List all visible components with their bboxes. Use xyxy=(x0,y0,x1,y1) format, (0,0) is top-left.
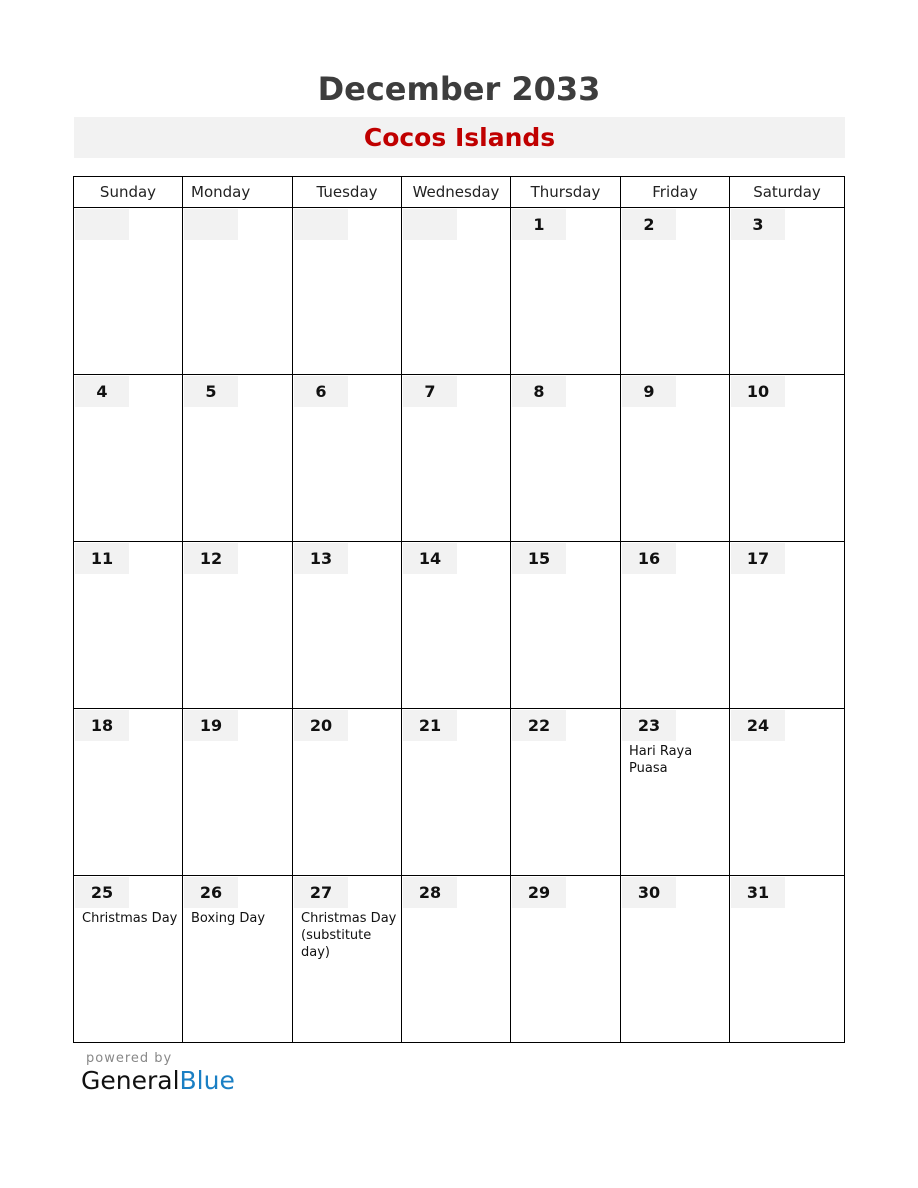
date-badge xyxy=(622,209,676,240)
date-number: 8 xyxy=(533,382,545,401)
day-cell xyxy=(730,375,845,542)
date-number: 19 xyxy=(199,716,223,735)
date-badge xyxy=(294,209,348,240)
date-badge xyxy=(294,877,348,908)
date-number: 17 xyxy=(746,549,770,568)
day-cell xyxy=(293,208,402,375)
day-cell xyxy=(730,709,845,876)
powered-by-label: powered by xyxy=(86,1051,173,1066)
date-number: 7 xyxy=(424,382,436,401)
date-number: 15 xyxy=(527,549,551,568)
date-badge xyxy=(512,877,566,908)
date-badge xyxy=(731,543,785,574)
day-cell xyxy=(293,876,402,1043)
date-number: 29 xyxy=(527,883,551,902)
date-badge xyxy=(75,209,129,240)
date-number: 23 xyxy=(637,716,661,735)
weekday-header-saturday: Saturday xyxy=(730,177,845,208)
day-cell xyxy=(730,542,845,709)
weekday-header-sunday: Sunday xyxy=(74,177,183,208)
weekday-header-friday: Friday xyxy=(621,177,730,208)
date-badge xyxy=(294,376,348,407)
day-cell xyxy=(402,709,511,876)
day-cell xyxy=(511,709,621,876)
date-number: 5 xyxy=(205,382,217,401)
date-badge xyxy=(184,543,238,574)
date-badge xyxy=(731,209,785,240)
day-cell xyxy=(402,876,511,1043)
day-cell xyxy=(183,208,293,375)
date-badge xyxy=(403,543,457,574)
day-cell xyxy=(74,709,183,876)
day-cell xyxy=(402,542,511,709)
weekday-header-monday: Monday xyxy=(183,177,293,208)
holiday-label: Hari Raya Puasa xyxy=(629,744,693,776)
date-badge xyxy=(184,710,238,741)
date-badge xyxy=(184,376,238,407)
date-badge xyxy=(512,209,566,240)
date-number: 11 xyxy=(90,549,114,568)
day-cell xyxy=(74,876,183,1043)
date-number: 20 xyxy=(309,716,333,735)
date-badge xyxy=(75,877,129,908)
date-badge xyxy=(731,376,785,407)
date-badge xyxy=(622,543,676,574)
date-number: 9 xyxy=(643,382,655,401)
day-cell xyxy=(621,375,730,542)
week-row xyxy=(74,375,845,542)
date-number: 4 xyxy=(96,382,108,401)
date-badge xyxy=(403,877,457,908)
day-cell xyxy=(621,542,730,709)
day-cell xyxy=(183,876,293,1043)
day-cell xyxy=(183,542,293,709)
date-number: 22 xyxy=(527,716,551,735)
date-badge xyxy=(512,710,566,741)
holiday-label: Boxing Day xyxy=(191,911,266,926)
date-badge xyxy=(622,710,676,741)
date-badge xyxy=(294,710,348,741)
day-cell xyxy=(293,542,402,709)
date-number: 14 xyxy=(418,549,442,568)
week-row xyxy=(74,709,845,876)
day-cell xyxy=(621,709,730,876)
day-cell xyxy=(511,375,621,542)
date-number: 25 xyxy=(90,883,114,902)
day-cell xyxy=(183,709,293,876)
date-number: 21 xyxy=(418,716,442,735)
date-badge xyxy=(512,376,566,407)
date-badge xyxy=(731,877,785,908)
date-badge xyxy=(75,376,129,407)
day-cell xyxy=(511,876,621,1043)
calendar-grid xyxy=(73,176,845,1043)
date-badge xyxy=(184,877,238,908)
date-number: 30 xyxy=(637,883,661,902)
date-number: 3 xyxy=(752,215,764,234)
day-cell xyxy=(621,208,730,375)
week-row xyxy=(74,542,845,709)
day-cell xyxy=(293,375,402,542)
date-number: 31 xyxy=(746,883,770,902)
weekday-header-thursday: Thursday xyxy=(511,177,621,208)
day-cell xyxy=(730,208,845,375)
date-badge xyxy=(75,543,129,574)
weekday-header-wednesday: Wednesday xyxy=(402,177,511,208)
week-row xyxy=(74,876,845,1043)
date-number: 13 xyxy=(309,549,333,568)
weekday-header-tuesday: Tuesday xyxy=(293,177,402,208)
logo-general: General xyxy=(81,1066,180,1095)
date-number: 2 xyxy=(643,215,655,234)
day-cell xyxy=(74,542,183,709)
day-cell xyxy=(621,876,730,1043)
date-number: 24 xyxy=(746,716,770,735)
date-number: 1 xyxy=(533,215,545,234)
date-number: 16 xyxy=(637,549,661,568)
date-number: 12 xyxy=(199,549,223,568)
date-badge xyxy=(403,376,457,407)
date-badge xyxy=(731,710,785,741)
date-badge xyxy=(403,710,457,741)
date-badge xyxy=(512,543,566,574)
date-badge xyxy=(75,710,129,741)
generalblue-logo xyxy=(81,1066,235,1095)
date-number: 27 xyxy=(309,883,333,902)
date-badge xyxy=(403,209,457,240)
date-badge xyxy=(622,376,676,407)
day-cell xyxy=(402,208,511,375)
day-cell xyxy=(74,375,183,542)
country-name: Cocos Islands xyxy=(363,123,556,152)
day-cell xyxy=(293,709,402,876)
date-badge xyxy=(622,877,676,908)
day-cell xyxy=(511,542,621,709)
date-badge xyxy=(184,209,238,240)
day-cell xyxy=(183,375,293,542)
page-title: December 2033 xyxy=(317,70,601,108)
logo-blue: Blue xyxy=(179,1066,235,1095)
date-badge xyxy=(294,543,348,574)
day-cell xyxy=(511,208,621,375)
day-cell xyxy=(730,876,845,1043)
date-number: 28 xyxy=(418,883,442,902)
date-number: 26 xyxy=(199,883,223,902)
date-number: 18 xyxy=(90,716,114,735)
date-number: 10 xyxy=(746,382,770,401)
week-row xyxy=(74,208,845,375)
day-cell xyxy=(402,375,511,542)
holiday-label: Christmas Day (substitute day) xyxy=(301,911,397,960)
date-number: 6 xyxy=(315,382,327,401)
holiday-label: Christmas Day xyxy=(82,911,178,926)
country-banner xyxy=(74,117,845,158)
day-cell xyxy=(74,208,183,375)
